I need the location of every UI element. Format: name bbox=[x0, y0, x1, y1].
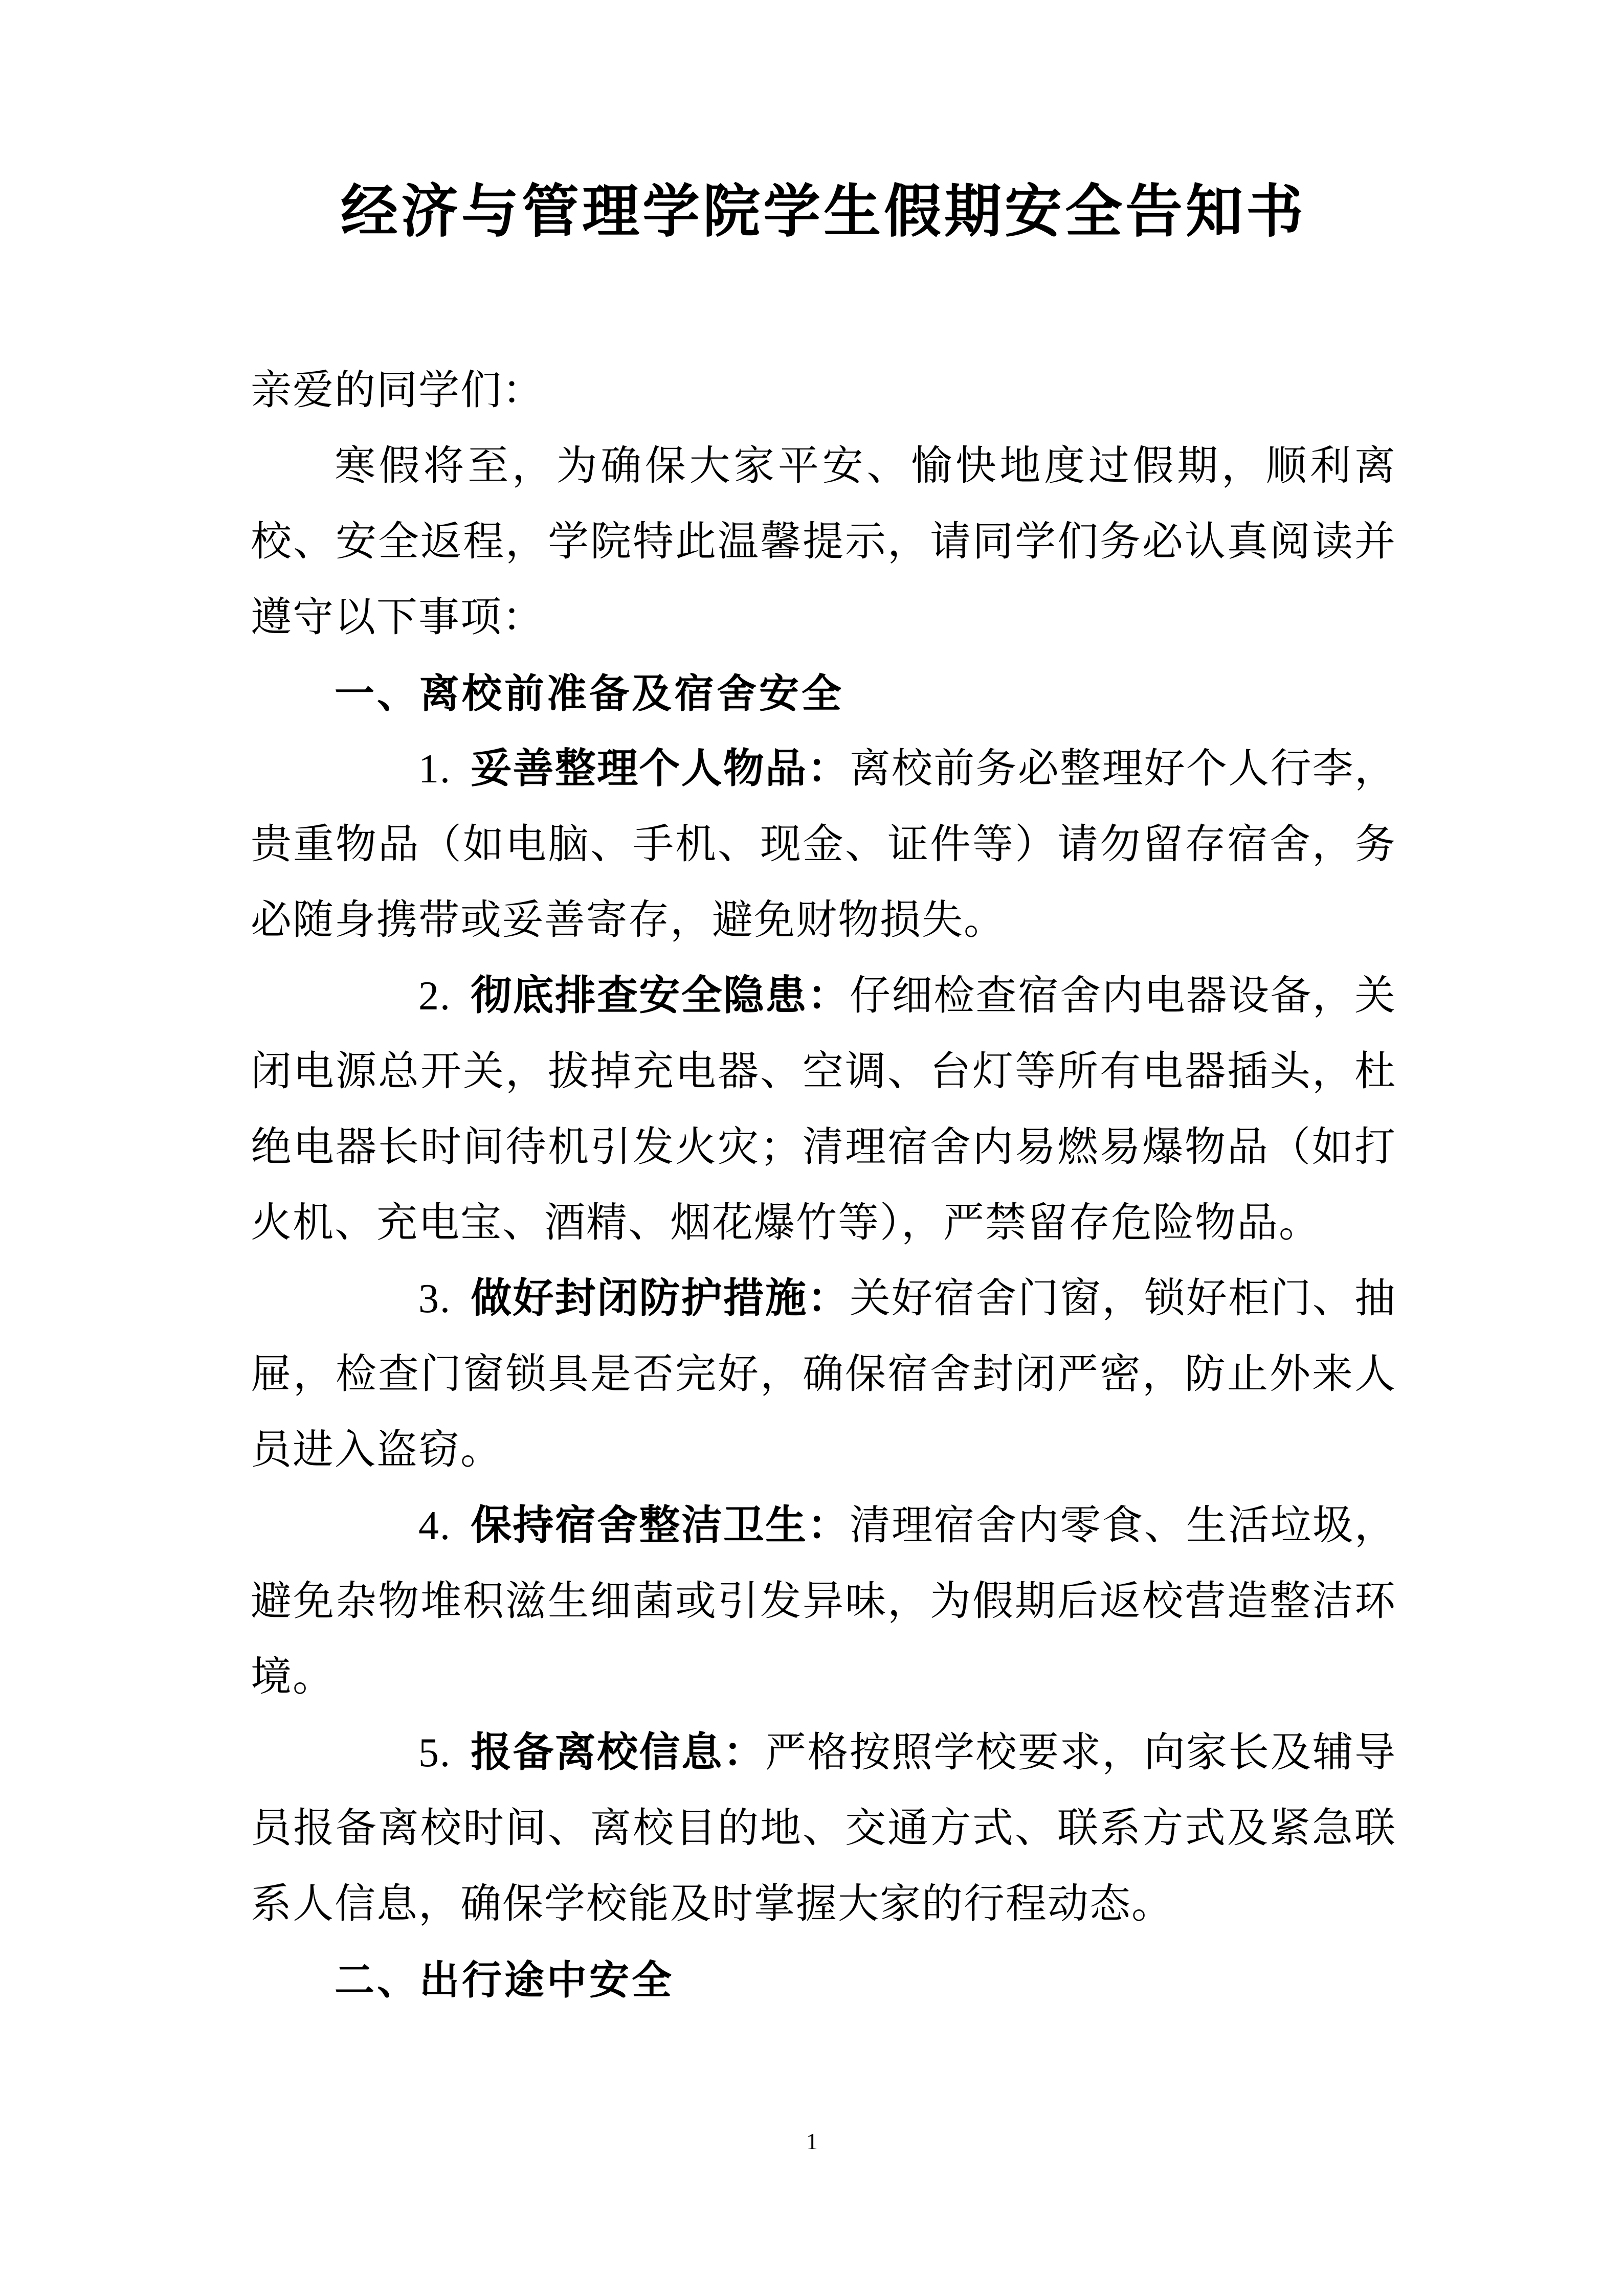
item-3-label: 做好封闭防护措施： bbox=[471, 1276, 850, 1321]
page-content bbox=[251, 0, 1396, 2018]
section-2-heading: 二、出行途中安全 bbox=[335, 1957, 675, 2002]
item-4-number: 4. bbox=[418, 1503, 451, 1548]
list-item-2 bbox=[251, 958, 1396, 1261]
item-5-label: 报备离校信息： bbox=[471, 1730, 766, 1775]
item-1-label: 妥善整理个人物品： bbox=[471, 747, 850, 792]
page-number: 1 bbox=[806, 2128, 818, 2154]
item-5-number: 5. bbox=[418, 1730, 451, 1775]
item-2-label: 彻底排查安全隐患： bbox=[471, 974, 850, 1019]
salutation: 亲爱的同学们： bbox=[251, 368, 544, 413]
item-5-text: 严格按照学校要求，向家长及辅导员报备离校时间、离校目的地、交通方式、联系方式及紧急联系人信息，确保学校能及时掌握大家的行程动态。 bbox=[251, 1730, 1397, 1927]
page-title: 经济与管理学院学生假期安全告知书 bbox=[341, 181, 1306, 244]
intro-paragraph: 寒假将至，为确保大家平安、愉快地度过假期，顺利离校、安全返程，学院特此温馨提示，请同学们务必认真阅读并遵守以下事项： bbox=[251, 444, 1396, 640]
list-item-5 bbox=[251, 1715, 1396, 1942]
item-1-number: 1. bbox=[418, 747, 451, 792]
item-3-text: 关好宿舍门窗，锁好柜门、抽屉，检查门窗锁具是否完好，确保宿舍封闭严密，防止外来人员进入盗窃。 bbox=[251, 1276, 1397, 1473]
list-item-1 bbox=[251, 731, 1396, 958]
document-body bbox=[251, 353, 1396, 2018]
item-4-label: 保持宿舍整洁卫生： bbox=[471, 1503, 850, 1548]
item-1-text: 离校前务必整理好个人行李，贵重物品（如电脑、手机、现金、证件等）请勿留存宿舍，务必随身携带或妥善寄存，避免财物损失。 bbox=[251, 747, 1397, 943]
item-2-number: 2. bbox=[418, 974, 451, 1019]
item-3-number: 3. bbox=[418, 1276, 451, 1321]
section-1-heading: 一、离校前准备及宿舍安全 bbox=[335, 671, 844, 716]
list-item-3 bbox=[251, 1261, 1396, 1488]
list-item-4 bbox=[251, 1488, 1396, 1715]
item-4-text: 清理宿舍内零食、生活垃圾，避免杂物堆积滋生细菌或引发异味，为假期后返校营造整洁环境。 bbox=[251, 1503, 1397, 1700]
item-2-text: 仔细检查宿舍内电器设备，关闭电源总开关，拔掉充电器、空调、台灯等所有电器插头，杜绝电器长时间待机引发火灾；清理宿舍内易燃易爆物品（如打火机、充电宝、酒精、烟花爆竹等），严禁留存危险物品。 bbox=[251, 974, 1397, 1246]
